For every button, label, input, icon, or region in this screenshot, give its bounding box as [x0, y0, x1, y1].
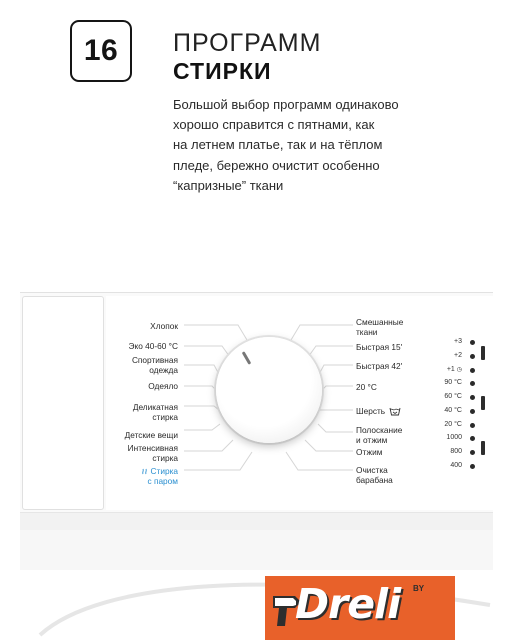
program-spin[interactable]	[356, 447, 382, 457]
program-wool[interactable]	[356, 405, 401, 416]
program-label: Стирка	[108, 466, 178, 476]
description-line: Большой выбор программ одинаково	[173, 97, 399, 112]
description-line: на летнем платье, так и на тёплом	[173, 137, 383, 153]
wool-basin-icon	[389, 405, 401, 416]
logo-suffix: BY	[413, 584, 425, 593]
program-label: ткани	[356, 327, 378, 337]
program-steam[interactable]	[108, 466, 178, 486]
program-label: одежда	[149, 365, 178, 375]
spin-option: 1000	[446, 434, 462, 441]
program-delicate[interactable]	[108, 402, 178, 422]
program-label: Интенсивная	[127, 443, 178, 453]
detergent-drawer[interactable]	[22, 296, 104, 510]
indicator-led	[470, 409, 475, 414]
delay-option: +1 ◷	[446, 366, 462, 373]
program-label: Спортивная	[131, 355, 178, 365]
program-label: Смешанные	[356, 317, 404, 327]
program-blanket[interactable]	[108, 381, 178, 391]
panel-bottom-edge	[20, 512, 493, 531]
indicator-led	[470, 436, 475, 441]
program-kids[interactable]	[108, 430, 178, 440]
program-selector-dial[interactable]	[216, 337, 322, 443]
indicator-led	[470, 368, 475, 373]
program-label: Быстрая 42'	[356, 361, 403, 371]
spin-button[interactable]	[481, 441, 485, 455]
indicator-led	[470, 450, 475, 455]
program-label: Хлопок	[150, 321, 178, 331]
temperature-button[interactable]	[481, 396, 485, 410]
program-label: Полоскание	[356, 425, 403, 435]
clock-icon: ◷	[456, 367, 462, 373]
delay-option: +2	[454, 352, 462, 359]
program-label: барабана	[356, 475, 393, 485]
program-rinse-spin[interactable]	[356, 425, 402, 445]
indicator-led	[470, 395, 475, 400]
program-cotton[interactable]	[118, 321, 178, 331]
temperature-option: 20 °C	[444, 421, 462, 428]
program-count-badge: 16	[70, 20, 132, 82]
program-label: Быстрая 15'	[356, 342, 403, 352]
temperature-option: 40 °C	[444, 407, 462, 414]
title-line-2: СТИРКИ	[173, 58, 272, 84]
program-label: Очистка	[356, 465, 388, 475]
description-line: “капризные” ткани	[173, 177, 284, 193]
program-eco[interactable]	[108, 341, 178, 351]
description-line: пледе, бережно очистит особенно	[173, 157, 380, 173]
program-label: Шерсть	[356, 405, 401, 416]
description-line: хорошо справится с пятнами, как	[173, 117, 375, 133]
machine-front	[20, 530, 493, 570]
spin-option: 800	[450, 448, 462, 455]
description	[173, 95, 463, 196]
dial-pointer	[242, 351, 252, 365]
program-label: 20 °C	[356, 382, 377, 392]
program-label: и отжим	[356, 435, 388, 445]
indicator-led	[470, 340, 475, 345]
program-mixed[interactable]	[356, 317, 403, 337]
program-quick-42[interactable]	[356, 361, 402, 371]
program-drum-clean[interactable]	[356, 465, 393, 485]
program-label: с паром	[147, 476, 178, 486]
program-label: Одеяло	[148, 381, 178, 391]
program-label: Деликатная	[132, 402, 178, 412]
program-label: Детские вещи	[124, 430, 178, 440]
indicator-led	[470, 464, 475, 469]
temperature-option: 60 °C	[444, 393, 462, 400]
program-intensive[interactable]	[108, 443, 178, 463]
program-label: Эко 40-60 °C	[128, 341, 178, 351]
indicator-led	[470, 381, 475, 386]
program-label: стирка	[152, 412, 178, 422]
logo-wordmark: Dreli	[295, 580, 401, 628]
program-sportswear[interactable]	[108, 355, 178, 375]
indicator-led	[470, 354, 475, 359]
steam-icon	[141, 467, 149, 475]
delay-button[interactable]	[481, 346, 485, 360]
program-label: Отжим	[356, 447, 383, 457]
spin-option: 400	[450, 462, 462, 469]
temperature-option: 90 °C	[444, 379, 462, 386]
delay-option: +3	[454, 338, 462, 345]
program-label: стирка	[152, 453, 178, 463]
program-20c[interactable]	[356, 382, 377, 392]
program-quick-15[interactable]	[356, 342, 402, 352]
indicator-led	[470, 423, 475, 428]
dreli-logo	[265, 576, 455, 640]
title-line-1: ПРОГРАММ	[173, 29, 322, 57]
